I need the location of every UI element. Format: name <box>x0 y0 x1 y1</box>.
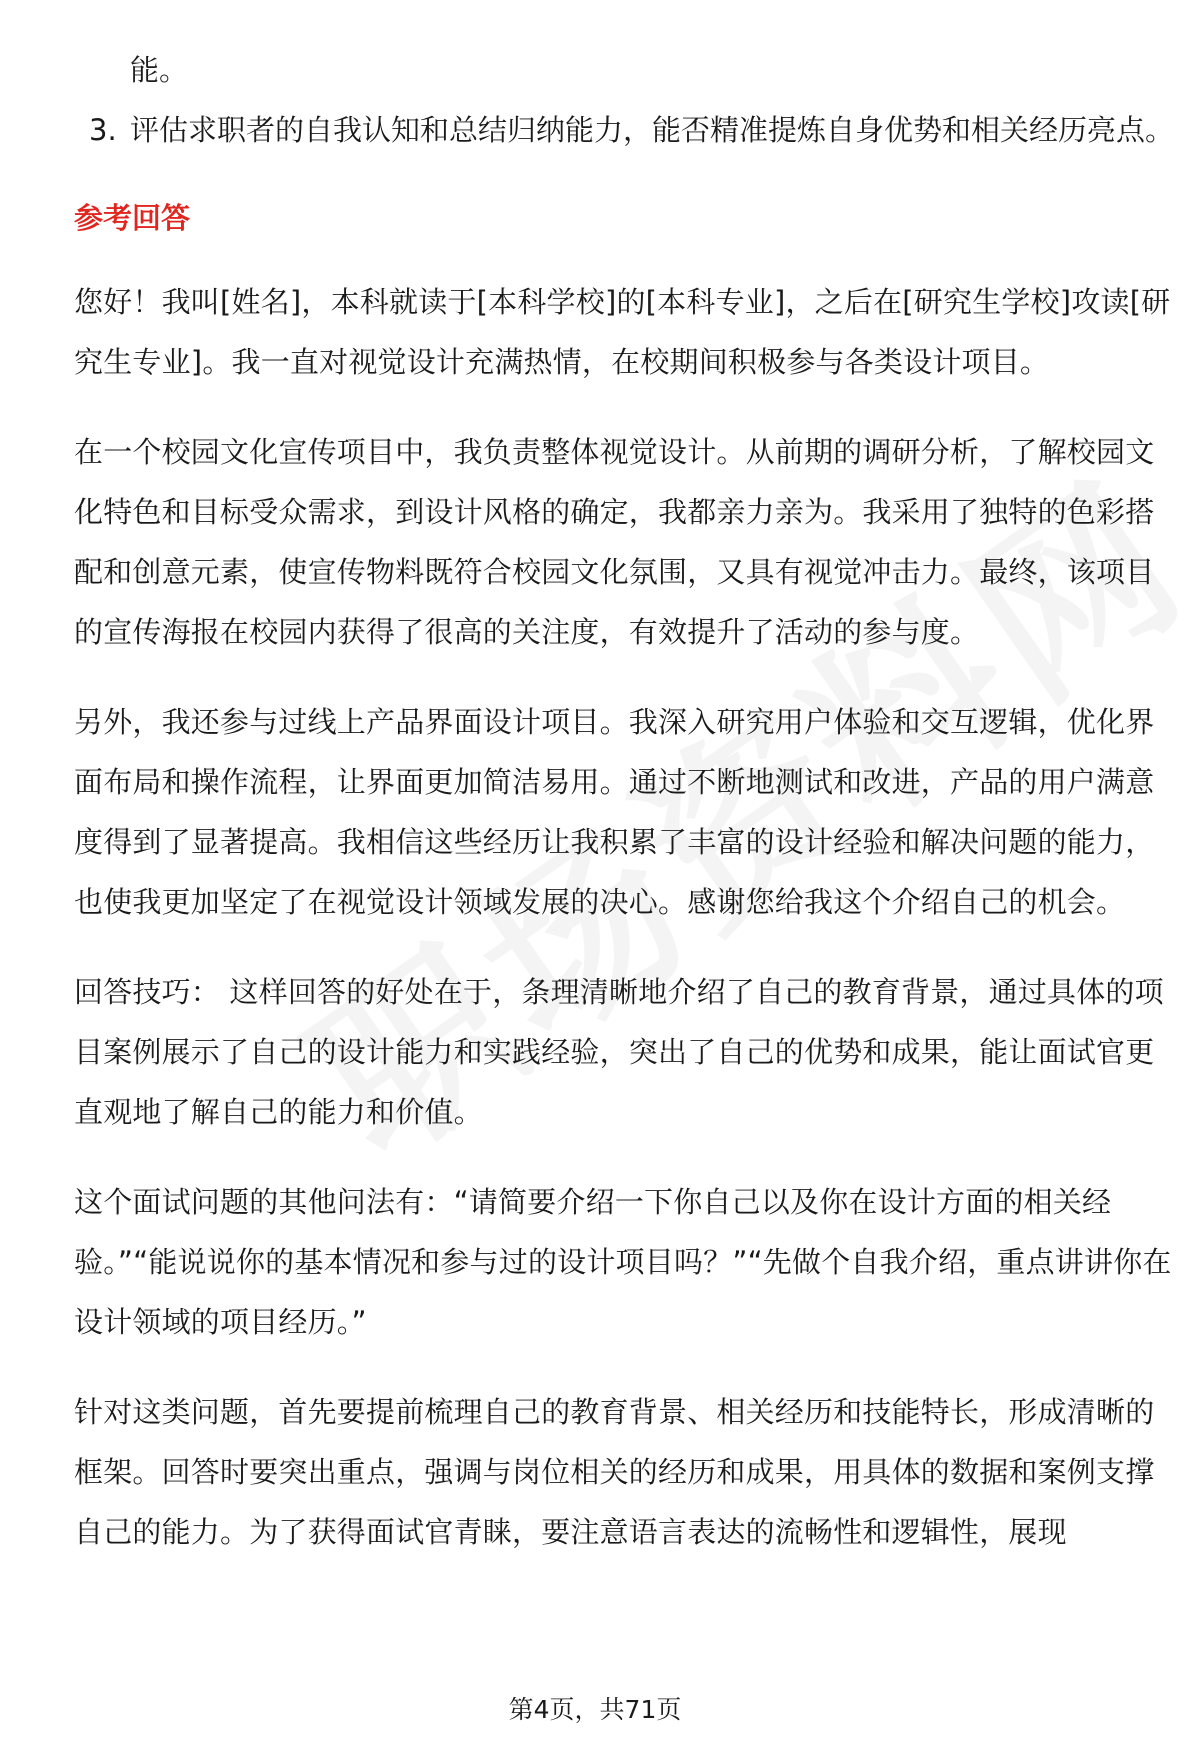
answer-paragraph-campus-project: 在一个校园文化宣传项目中，我负责整体视觉设计。从前期的调研分析，了解校园文化特色和目标受众需求，到设计风格的确定，我都亲力亲为。我采用了独特的色彩搭配和创意元素，使宣传物料既符合校园文化氛围，又具有视觉冲击力。最终，该项目的宣传海报在校园内获得了很高的关注度，有效提升了活动的参与度。 <box>74 435 1155 649</box>
answer-tips-paragraph: 回答技巧： 这样回答的好处在于，条理清晰地介绍了自己的教育背景，通过具体的项目案例展示了自己的设计能力和实践经验，突出了自己的优势和成果，能让面试官更直观地了解自己的能力和价值。 <box>74 975 1164 1129</box>
numbered-list <box>74 100 1174 160</box>
page-footer: 第4页，共71页 <box>508 1695 682 1724</box>
section-heading: 参考回答 <box>74 201 191 235</box>
page-content <box>74 40 1174 1592</box>
answer-paragraph-intro: 您好！我叫[姓名]，本科就读于[本科学校]的[本科专业]，之后在[研究生学校]攻读[研究生专业]。我一直对视觉设计充满热情，在校期间积极参与各类设计项目。 <box>74 285 1171 379</box>
list-item-2-tail: 能。 <box>130 53 189 87</box>
alternate-questions-paragraph: 这个面试问题的其他问法有：“请简要介绍一下你自己以及你在设计方面的相关经验。”“能说说你的基本情况和参与过的设计项目吗？”“先做个自我介绍，重点讲讲你在设计领域的项目经历。” <box>74 1185 1172 1339</box>
list-item-3 <box>74 100 1174 160</box>
list-number: 3. <box>89 113 117 147</box>
advice-paragraph: 针对这类问题，首先要提前梳理自己的教育背景、相关经历和技能特长，形成清晰的框架。回答时要突出重点，强调与岗位相关的经历和成果，用具体的数据和案例支撑自己的能力。为了获得面试官青睐，要注意语言表达的流畅性和逻辑性，展现 <box>74 1395 1155 1549</box>
list-item-text: 评估求职者的自我认知和总结归纳能力，能否精准提炼自身优势和相关经历亮点。 <box>130 113 1175 147</box>
answer-paragraph-ui-project: 另外，我还参与过线上产品界面设计项目。我深入研究用户体验和交互逻辑，优化界面布局和操作流程，让界面更加简洁易用。通过不断地测试和改进，产品的用户满意度得到了显著提高。我相信这些经历让我积累了丰富的设计经验和解决问题的能力，也使我更加坚定了在视觉设计领域发展的决心。感谢您给我这个介绍自己的机会。 <box>74 705 1155 919</box>
